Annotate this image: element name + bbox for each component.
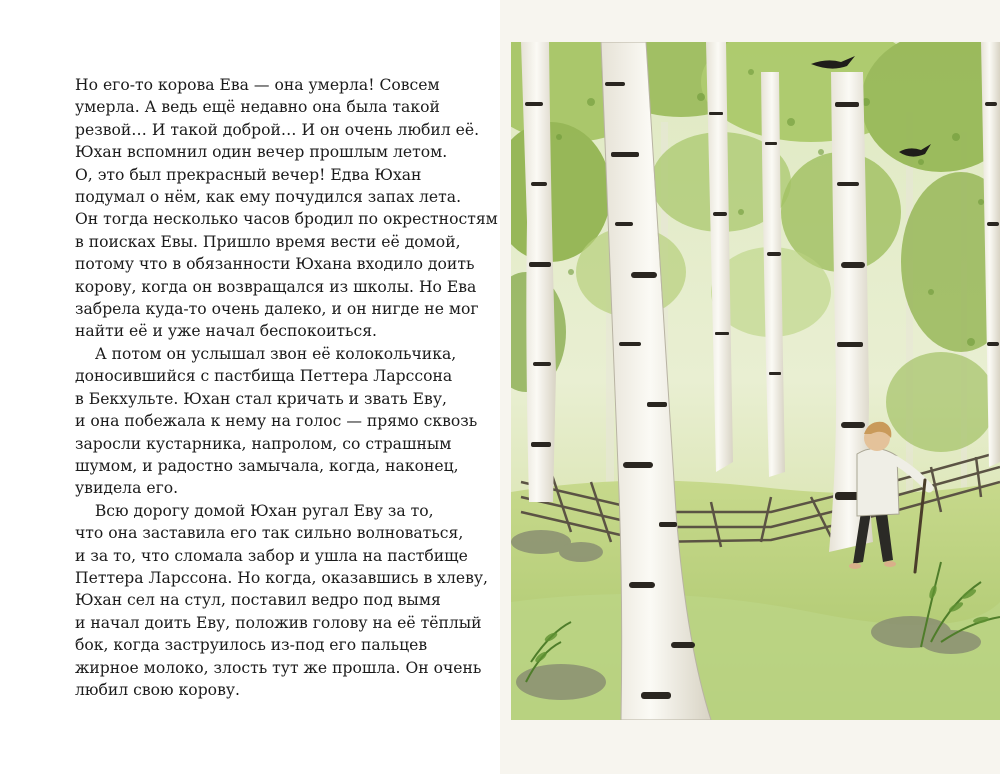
birch-forest-illustration [511,42,1000,720]
text-line: жирное молоко, злость тут же прошла. Он очень [75,658,482,677]
text-line: Всю дорогу домой Юхан ругал Еву за то, [75,501,434,520]
text-line: подумал о нём, как ему почудился запах лета. [75,188,462,207]
text-line: и за то, что сломала забор и ушла на пастбище [75,546,468,565]
text-line: Юхан вспомнил один вечер прошлым летом. [75,143,448,162]
text-line: заросли кустарника, напролом, со страшным [75,434,452,453]
text-line: Но его-то корова Ева — она умерла! Совсем [75,76,440,94]
text-line: умерла. А ведь ещё недавно она была такой [75,98,440,117]
text-line: потому что в обязанности Юхана входило доить [75,255,475,274]
text-line: и начал доить Еву, положив голову на её тёплый [75,613,482,632]
text-line: корову, когда он возвращался из школы. Но Ева [75,277,477,296]
text-line: в поисках Евы. Пришло время вести её домой, [75,232,461,251]
text-line: О, это был прекрасный вечер! Едва Юхан [75,165,422,184]
text-line: А потом он услышал звон её колокольчика, [75,344,457,363]
text-line: Юхан сел на стул, поставил ведро под вымя [75,591,441,610]
text-line: забрела куда-то очень далеко, и он нигде не мог [75,300,479,319]
text-line: что она заставила его так сильно волноваться, [75,524,464,543]
text-line: Он тогда несколько часов бродил по окрестностям [75,210,498,229]
text-line: найти её и уже начал беспокоиться. [75,322,377,341]
text-line: любил свою корову. [75,680,240,699]
text-line: увидела его. [75,479,179,498]
text-line: шумом, и радостно замычала, когда, наконец, [75,456,459,475]
text-line: Петтера Ларссона. Но когда, оказавшись в хлеву, [75,568,489,587]
story-text [75,74,498,701]
text-line: резвой… И такой доброй… И он очень любил её. [75,120,480,139]
text-line: в Бекхульте. Юхан стал кричать и звать Еву, [75,389,447,408]
text-line: доносившийся с пастбища Петтера Ларссона [75,367,453,386]
text-line: и она побежала к нему на голос — прямо сквозь [75,412,478,431]
text-line: бок, когда заструилось из-под его пальцев [75,636,428,655]
